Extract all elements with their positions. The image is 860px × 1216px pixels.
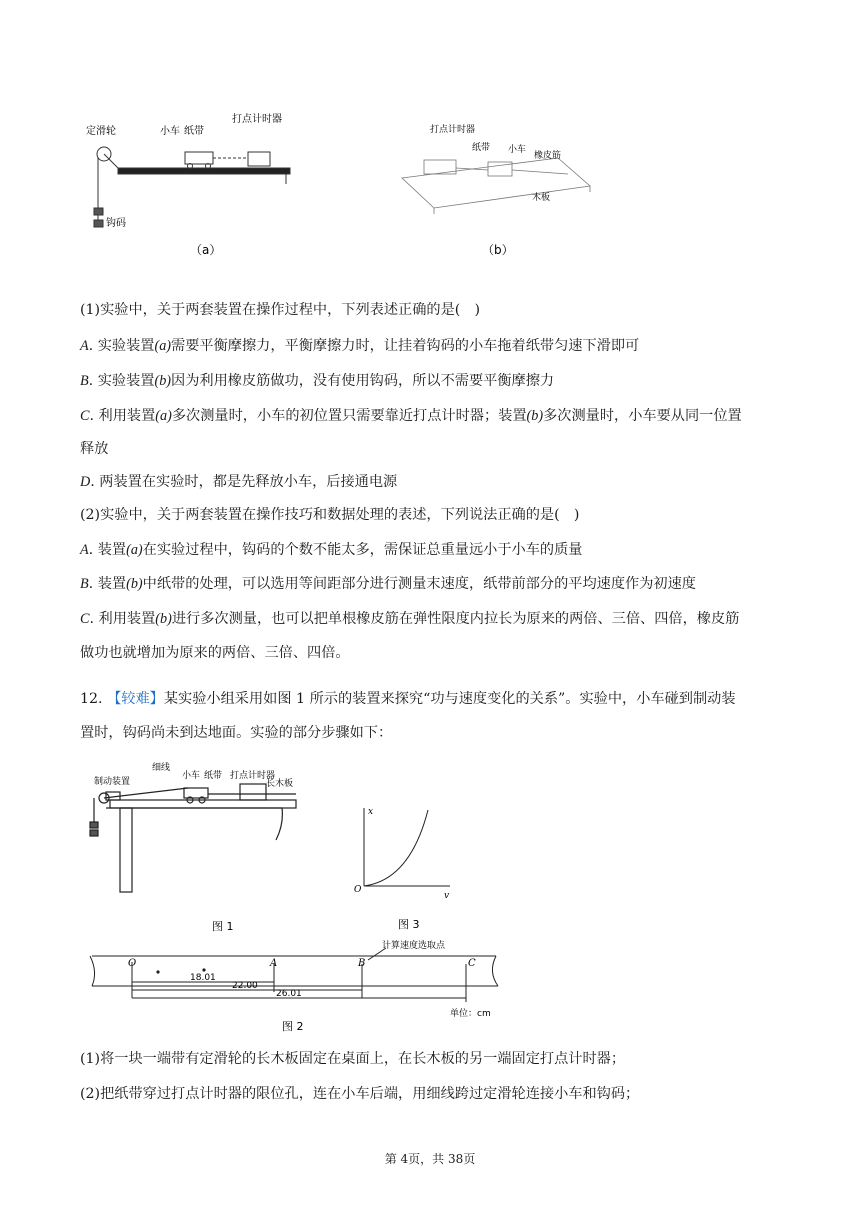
label-b-board: 木板 xyxy=(532,193,551,203)
fig1-board: 长木板 xyxy=(266,779,294,789)
caption-a: （a） xyxy=(190,243,222,257)
page-footer: 第 4页，共 38页 xyxy=(384,1152,476,1166)
q1-option-c-cont: 释放 xyxy=(80,441,109,457)
figure-b xyxy=(398,118,608,258)
difficulty-tag: 【较难】 xyxy=(107,691,164,707)
point-o: O xyxy=(128,958,137,969)
q1-option-a: A. 实验装置(a)需要平衡摩擦力，平衡摩擦力时，让挂着钩码的小车拖着纸带匀速下滑即可 xyxy=(80,338,640,354)
unit-label: 单位：cm xyxy=(450,1009,491,1019)
q12-line-2: 置时，钩码尚未到达地面。实验的部分步骤如下： xyxy=(80,725,393,741)
label-b-timer: 打点计时器 xyxy=(430,125,476,135)
q12-line-1: 12. 【较难】某实验小组采用如图 1 所示的装置来探究“功与速度变化的关系”。实验中，小车碰到制动装 xyxy=(80,691,736,707)
label-tape: 纸带 xyxy=(184,126,204,137)
q2-option-c: C. 利用装置(b)进行多次测量，也可以把单根橡皮筋在弹性限度内拉长为原来的两倍、三倍、四倍，橡皮筋 xyxy=(80,611,740,627)
label-b-cart: 小车 xyxy=(508,145,527,155)
fig1-cart: 小车 xyxy=(182,771,201,781)
label-cart: 小车 xyxy=(160,126,180,137)
fig1-tape: 纸带 xyxy=(204,771,223,781)
q1-option-c: C. 利用装置(a)多次测量时，小车的初位置只需要靠近打点计时器；装置(b)多次测量时，小车要从同一位置 xyxy=(80,408,742,424)
fig1-caption: 图 1 xyxy=(212,920,234,933)
q2-option-b: B. 装置(b)中纸带的处理，可以选用等间距部分进行测量末速度，纸带前部分的平均速度作为初速度 xyxy=(80,576,696,592)
distance-oc: 26.01 xyxy=(276,989,302,999)
fig1-timer: 打点计时器 xyxy=(230,771,276,781)
q1-stem: (1)实验中，关于两套装置在操作过程中，下列表述正确的是( ) xyxy=(80,302,481,318)
label-pulley: 定滑轮 xyxy=(86,126,116,137)
point-b: B xyxy=(358,958,366,969)
distance-oa: 18.01 xyxy=(190,973,216,983)
figure-2 xyxy=(86,940,506,1036)
label-b-band: 橡皮筋 xyxy=(534,151,562,161)
fig3-caption: 图 3 xyxy=(398,918,420,931)
fig2-caption: 图 2 xyxy=(282,1020,304,1033)
q2-option-a: A. 装置(a)在实验过程中，钩码的个数不能太多，需保证总重量远小于小车的质量 xyxy=(80,542,583,558)
fig3-x-label: v xyxy=(444,891,450,901)
label-b-tape: 纸带 xyxy=(472,143,491,153)
q2-option-c-cont: 做功也就增加为原来的两倍、三倍、四倍。 xyxy=(80,645,350,661)
fig1-string: 细线 xyxy=(152,763,171,773)
callout-label: 计算速度选取点 xyxy=(382,941,446,951)
step-1: (1)将一块一端带有定滑轮的长木板固定在桌面上，在长木板的另一端固定打点计时器； xyxy=(80,1051,626,1067)
fig1-brake: 制动装置 xyxy=(94,777,131,787)
figure-a xyxy=(80,108,300,260)
q1-option-b: B. 实验装置(b)因为利用橡皮筋做功，没有使用钩码，所以不需要平衡摩擦力 xyxy=(80,373,555,389)
label-timer: 打点计时器 xyxy=(232,114,282,125)
caption-b: （b） xyxy=(482,243,514,257)
fig3-origin: O xyxy=(354,885,362,895)
figure-1 xyxy=(84,758,310,934)
step-2: (2)把纸带穿过打点计时器的限位孔，连在小车后端，用细线跨过定滑轮连接小车和钩码； xyxy=(80,1086,640,1102)
q1-option-d: D. 两装置在实验时，都是先释放小车，后接通电源 xyxy=(80,474,398,490)
label-weight: 钩码 xyxy=(106,218,126,229)
distance-ob: 22.00 xyxy=(232,981,258,991)
figure-3 xyxy=(346,800,456,934)
fig3-y-label: x xyxy=(368,807,374,817)
point-c: C xyxy=(468,958,476,969)
q2-stem: (2)实验中，关于两套装置在操作技巧和数据处理的表述，下列说法正确的是( ) xyxy=(80,507,580,523)
point-a: A xyxy=(270,958,278,969)
